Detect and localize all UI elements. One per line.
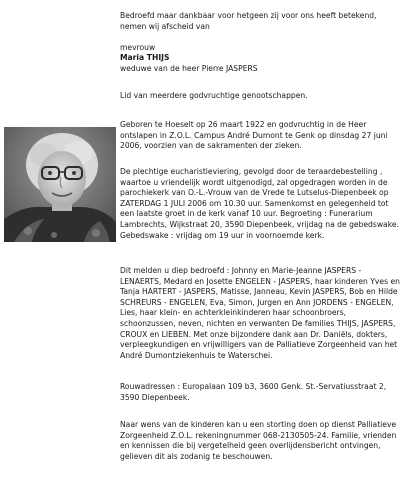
donation-paragraph: Naar wens van de kinderen kan u een storting doen op dienst Palliatieve Zorgeenheid Z.O.L. rekeningnummer 068-2130505-24. Familie, vrienden en kennissen die bij vergetelheid geen overlijdensbericht ontvingen, gelieven dit als zodanig te beschouwen. [120,420,397,461]
mourning-address-paragraph: Rouwadressen : Europalaan 109 b3, 3600 Genk. St.-Servatiusstraat 2, 3590 Diepenbeek. [120,382,387,402]
portrait-photo [4,127,116,242]
membership-line: Lid van meerdere godvruchtige genootschappen. [120,91,308,100]
deceased-name: Maria THIJS [120,53,170,62]
birth-death-paragraph: Geboren te Hoeselt op 26 maart 1922 en godvruchtig in de Heer ontslapen in Z.O.L. Campus André Dumont te Genk op dinsdag 27 juni 2006, voorzien van de sakramenten der zieken. [120,120,388,151]
intro-text: Bedroefd maar dankbaar voor hetgeen zij voor ons heeft betekend, nemen wij afscheid van [120,11,377,31]
spouse-line: weduwe van de heer Pierre JASPERS [120,64,258,73]
honorific: mevrouw [120,43,156,52]
ceremony-paragraph: De plechtige eucharistieviering, gevolgd door de teraardebestelling , waartoe u vriendelijk wordt uitgenodigd, zal opgedragen worden in de parochiekerk van O.-L.-Vrouw van de Vrede te Lutselus-Diepenbeek op ZATERDAG 1 JULI 2006 om 10.30 uur. Samenkomst en gelegenheid tot een laatste groet in de kerk vanaf 10 uur. Begroeting : Funerarium Lambrechts, Wijkstraat 20, 3590 Diepenbeek, vrijdag na de gebedswake. Gebedswake : vrijdag om 19 uur in voornoemde kerk. [120,167,399,240]
family-announcement-paragraph: Dit melden u diep bedroefd : Johnny en Marie-Jeanne JASPERS - LENAERTS, Medard en Josette ENGELEN - JASPERS, haar kinderen Yves en Tanja HARTERT - JASPERS, Matisse, Janneau, Kevin JASPERS, Bob en Hilde SCHREURS - ENGELEN, Eva, Simon, Jurgen en Ann JORDENS - ENGELEN, Lies, haar klein- en achterkleinkinderen haar schoonbroers, schoonzussen, neven, nichten en verwanten De families THIJS, JASPERS, CROUX en LIEBEN. Met onze bijzondere dank aan Dr. Daniëls, dokters, verpleegkundigen en vrijwilligers van de Palliatieve Zorgeenheid van het André Dumontziekenhuis te Waterschei. [120,266,400,360]
